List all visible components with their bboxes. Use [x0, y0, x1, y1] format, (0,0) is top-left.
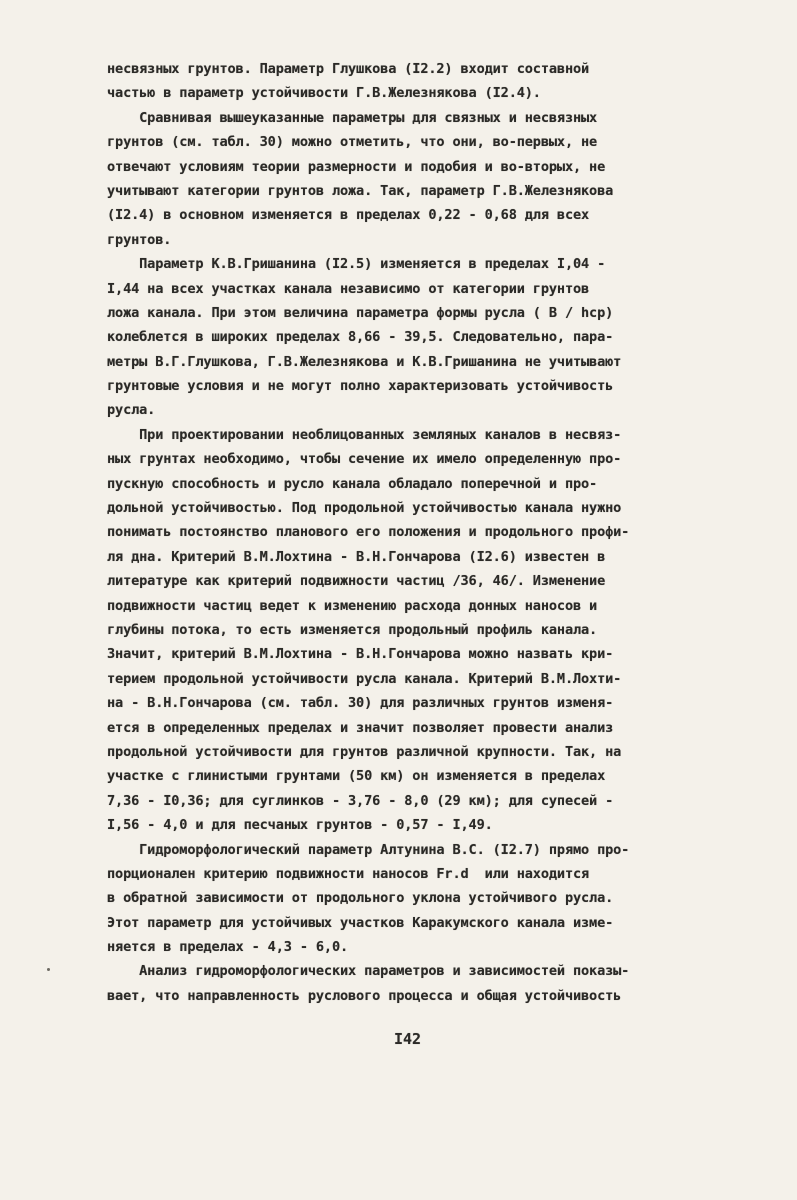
text-line: дольной устойчивостью. Под продольной устойчивостью канала нужно: [107, 500, 622, 517]
text-line: отвечают условиям теории размерности и подобия и во-вторых, не: [107, 158, 606, 175]
text-line: Гидроморфологический параметр Алтунина В.С. (I2.7) прямо про-: [107, 841, 630, 858]
text-line: Сравнивая вышеуказанные параметры для связных и несвязных: [107, 109, 598, 126]
text-line: участке с глинистыми грунтами (50 км) он изменяется в пределах: [107, 768, 606, 785]
text-line: ется в определенных пределах и значит позволяет провести анализ: [107, 719, 614, 736]
text-line: продольной устойчивости для грунтов различной крупности. Так, на: [107, 743, 622, 760]
text-line: грунтовые условия и не могут полно характеризовать устойчивость: [107, 378, 614, 395]
text-line: Значит, критерий В.М.Лохтина - В.Н.Гончарова можно назвать кри-: [107, 646, 614, 663]
text-line: Этот параметр для устойчивых участков Каракумского канала изме-: [107, 914, 614, 931]
page-number: I42: [394, 1030, 422, 1048]
text-line: I,56 - 4,0 и для песчаных грунтов - 0,57 - I,49.: [107, 817, 493, 834]
text-line: I,44 на всех участках канала независимо от категории грунтов: [107, 280, 590, 297]
text-line: (I2.4) в основном изменяется в пределах 0,22 - 0,68 для всех: [107, 207, 590, 224]
text-line: частью в параметр устойчивости Г.В.Железнякова (I2.4).: [107, 85, 541, 102]
text-line: пускную способность и русло канала обладало поперечной и про-: [107, 475, 598, 492]
text-line: учитывают категории грунтов ложа. Так, параметр Г.В.Железнякова: [107, 182, 614, 199]
text-line: литературе как критерий подвижности частиц /36, 46/. Изменение: [107, 573, 606, 590]
text-line: на - В.Н.Гончарова (см. табл. 30) для различных грунтов изменя-: [107, 695, 614, 712]
text-line: грунтов (см. табл. 30) можно отметить, что они, во-первых, не: [107, 134, 598, 151]
text-line: Параметр К.В.Гришанина (I2.5) изменяется в пределах I,04 -: [107, 256, 606, 273]
text-line: ля дна. Критерий В.М.Лохтина - В.Н.Гончарова (I2.6) известен в: [107, 548, 606, 565]
body-text: [107, 57, 757, 1008]
text-line: терием продольной устойчивости русла канала. Критерий В.М.Лохти-: [107, 670, 622, 687]
text-line: глубины потока, то есть изменяется продольный профиль канала.: [107, 621, 598, 638]
text-line: в обратной зависимости от продольного уклона устойчивого русла.: [107, 890, 614, 907]
text-line: порционален критерию подвижности наносов Fr.d или находится: [107, 865, 590, 882]
text-line: метры В.Г.Глушкова, Г.В.Железнякова и К.В.Гришанина не учитывают: [107, 353, 622, 370]
text-line: Анализ гидроморфологических параметров и зависимостей показы-: [107, 963, 630, 980]
text-line: вает, что направленность руслового процесса и общая устойчивость: [107, 987, 622, 1004]
text-line: грунтов.: [107, 231, 172, 248]
ink-speck: [47, 968, 50, 971]
text-line: няется в пределах - 4,3 - 6,0.: [107, 939, 349, 956]
text-line: русла.: [107, 402, 156, 419]
text-line: При проектировании необлицованных земляных каналов в несвяз-: [107, 426, 622, 443]
text-line: подвижности частиц ведет к изменению расхода донных наносов и: [107, 597, 598, 614]
text-line: ных грунтах необходимо, чтобы сечение их имело определенную про-: [107, 451, 622, 468]
text-line: несвязных грунтов. Параметр Глушкова (I2.2) входит составной: [107, 61, 590, 77]
text-line: ложа канала. При этом величина параметра формы русла ( B / hср): [107, 304, 614, 321]
text-line: колеблется в широких пределах 8,66 - 39,5. Следовательно, пара-: [107, 329, 614, 346]
text-line: 7,36 - I0,36; для суглинков - 3,76 - 8,0 (29 км); для супесей -: [107, 792, 614, 809]
text-line: понимать постоянство планового его положения и продольного профи-: [107, 524, 630, 541]
